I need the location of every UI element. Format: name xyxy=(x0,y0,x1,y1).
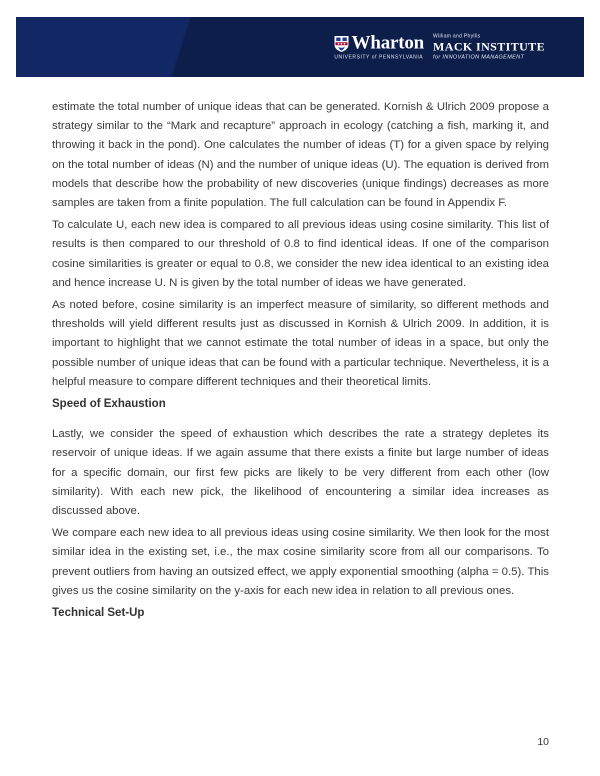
paragraph-cosine-limitations: As noted before, cosine similarity is an imperfect measure of similarity, so different methods and thresholds will yield different results just as discussed in Kornish & Ulrich 2009. In addition, it is important to highlight that we cannot estimate the total number of ideas in a space, but only the possible number of unique ideas that can be found with a particular technique. Nevertheless, it is a helpful measure to compare different techniques and their theoretical limits. xyxy=(52,299,549,388)
wharton-logo-top xyxy=(334,34,425,54)
wharton-wordmark: Wharton xyxy=(351,32,425,54)
mack-institute-pre-label: William and Phyllis xyxy=(433,33,481,40)
paragraph-idea-estimation: estimate the total number of unique ideas that can be generated. Kornish & Ulrich 2009 propose a strategy similar to the “Mark and recapture” approach in ecology (catching a fish, marking it, and throwing it back in the pond). One calculates the number of ideas (T) for a given space by relying on the total number of ideas (N) and the number of unique ideas (U). The equation is derived from models that describe how the probability of new discoveries (unique findings) decreases as more samples are taken from a finite population. The full calculation can be found in Appendix F. xyxy=(52,101,549,210)
page-number: 10 xyxy=(537,736,549,748)
heading-speed-of-exhaustion: Speed of Exhaustion xyxy=(52,398,166,411)
mack-institute-name: MACK INSTITUTE xyxy=(433,39,545,54)
paragraph-calculate-u: To calculate U, each new idea is compared to all previous ideas using cosine similarity. This list of results is then compared to our threshold of 0.8 to find identical ideas. If one of the comparison cosine similarities is greater or equal to 0.8, we consider the new idea identical to an existing idea and hence increase U. N is given by the total number of ideas we have generated. xyxy=(52,219,549,289)
paragraph-speed-of-exhaustion: Lastly, we consider the speed of exhaustion which describes the rate a strategy depletes its reservoir of unique ideas. If we again assume that there exists a finite but large number of ideas for a specific domain, our first few picks are likely to be very different from each other (low similarity). With each new pick, the likelihood of encountering a similar idea increases as discussed above. xyxy=(52,428,549,518)
document-body xyxy=(52,98,549,634)
penn-shield-icon xyxy=(334,35,349,52)
heading-technical-set-up: Technical Set-Up xyxy=(52,607,145,620)
paragraph-exponential-smoothing: We compare each new idea to all previous ideas using cosine similarity. We then look for the most similar idea in the existing set, i.e., the max cosine similarity score from all our comparisons. To prevent outliers from having an outsized effect, we apply exponential smoothing (alpha = 0.5). This gives us the cosine similarity on the y-axis for each new idea in relation to all previous ones. xyxy=(52,527,549,597)
university-of-pennsylvania-label: UNIVERSITY of PENNSYLVANIA xyxy=(334,54,424,61)
header-banner xyxy=(16,17,584,77)
mack-institute-sub-label: for INNOVATION MANAGEMENT xyxy=(433,54,525,61)
wharton-logo-block xyxy=(334,34,425,61)
wharton-mack-logo xyxy=(334,34,545,61)
mack-institute-block xyxy=(433,34,545,61)
